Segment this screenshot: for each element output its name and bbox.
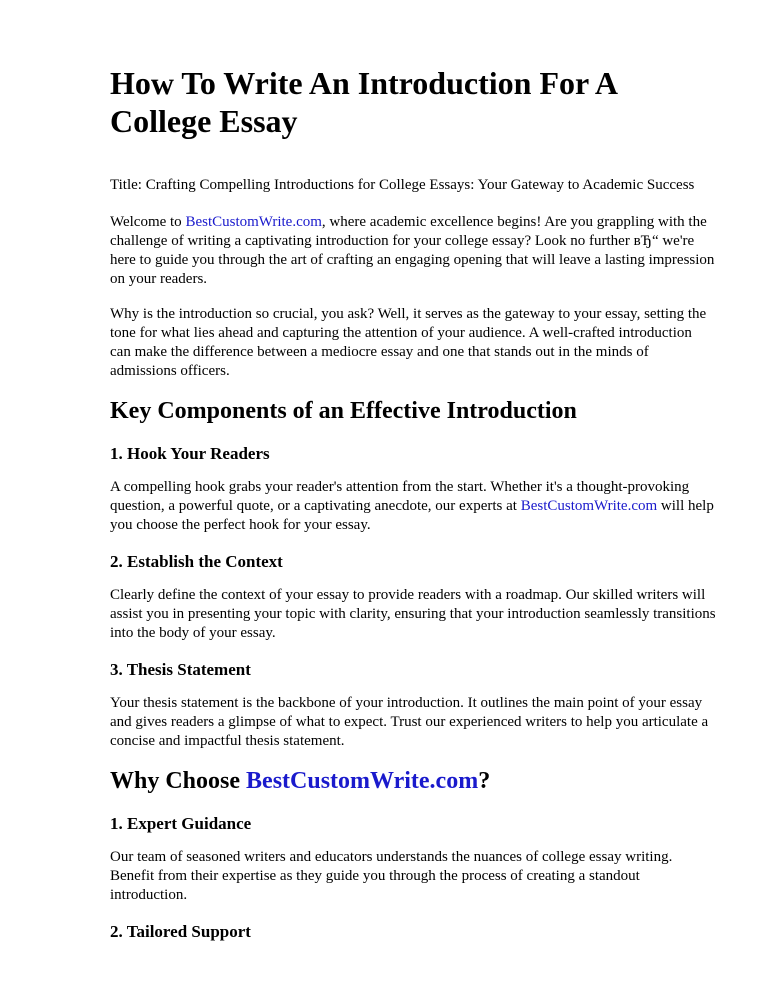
why-important-paragraph: Why is the introduction so crucial, you ask? Well, it serves as the gateway to your essay, setting the tone for what lies ahead and capturing the attention of your audience. A well-crafted introduction can make the difference between a mediocre essay and one that stands out in the minds of admissions officers. (110, 306, 707, 379)
hook-heading: 1. Hook Your Readers (110, 444, 270, 463)
thesis-paragraph: Your thesis statement is the backbone of your introduction. It outlines the main point of your essay and gives readers a glimpse of what to expect. Trust our experienced writers to help you articulate a concise and impactful thesis statement. (110, 695, 709, 749)
hook-text-before: A compelling hook grabs your reader's attention from the start. Whether it's a thought-provoking question, a powerful quote, or a captivating anecdote, our experts at (110, 479, 690, 514)
hook-paragraph (110, 478, 716, 535)
welcome-paragraph (110, 213, 716, 289)
tailored-support-heading: 2. Tailored Support (110, 922, 251, 941)
key-components-heading: Key Components of an Effective Introduction (110, 398, 577, 424)
subtitle-paragraph: Title: Crafting Compelling Introductions for College Essays: Your Gateway to Academic Success (110, 177, 695, 193)
context-heading: 2. Establish the Context (110, 552, 283, 571)
thesis-heading: 3. Thesis Statement (110, 660, 251, 679)
bestcustomwrite-link-heading[interactable]: BestCustomWrite.com (246, 768, 479, 794)
why-choose-text: Why Choose (110, 768, 247, 794)
welcome-text-after: , where academic excellence begins! Are you grappling with the challenge of writing a captivating introduction for your college essay? Look no further вЂ“ we're here to guide you through the art of crafting an engaging opening that will leave a lasting impression on your readers. (110, 214, 715, 287)
hook-text-after: will help you choose the perfect hook for your essay. (110, 498, 714, 533)
context-paragraph: Clearly define the context of your essay to provide readers with a roadmap. Our skilled writers will assist you in presenting your topic with clarity, ensuring that your introduction seamlessly transitions into the body of your essay. (110, 587, 716, 641)
why-choose-question-mark: ? (478, 768, 491, 794)
expert-guidance-paragraph: Our team of seasoned writers and educators understands the nuances of college essay writing. Benefit from their expertise as they guide you through the process of creating a standout introduction. (110, 849, 673, 903)
expert-guidance-heading: 1. Expert Guidance (110, 814, 252, 833)
bestcustomwrite-link-hook[interactable]: BestCustomWrite.com (520, 498, 658, 514)
bestcustomwrite-link-intro[interactable]: BestCustomWrite.com (185, 214, 322, 230)
why-choose-heading (110, 767, 716, 795)
welcome-text-before: Welcome to (110, 214, 186, 230)
page-title: How To Write An Introduction For A College Essay (110, 65, 617, 139)
